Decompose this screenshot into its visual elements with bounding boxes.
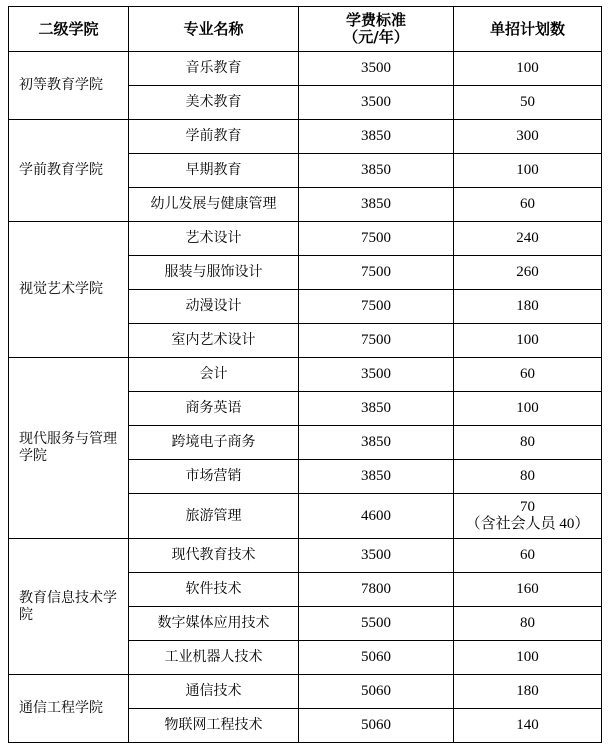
major-cell: 通信技术 [129, 675, 299, 709]
college-cell: 学前教育学院 [9, 120, 129, 222]
major-cell: 艺术设计 [129, 222, 299, 256]
college-cell: 现代服务与管理学院 [9, 358, 129, 539]
fee-cell: 4600 [299, 494, 454, 539]
plan-cell: 260 [454, 256, 602, 290]
plan-cell: 50 [454, 86, 602, 120]
major-cell: 动漫设计 [129, 290, 299, 324]
major-cell: 早期教育 [129, 154, 299, 188]
fee-cell: 5060 [299, 675, 454, 709]
fee-cell: 7500 [299, 324, 454, 358]
fee-cell: 7500 [299, 290, 454, 324]
plan-cell: 140 [454, 709, 602, 743]
fee-cell: 3500 [299, 52, 454, 86]
major-cell: 旅游管理 [129, 494, 299, 539]
plan-cell: 240 [454, 222, 602, 256]
plan-cell: 60 [454, 188, 602, 222]
table-row [9, 358, 602, 392]
plan-cell [454, 494, 602, 539]
fee-cell: 3850 [299, 392, 454, 426]
table-row [9, 222, 602, 256]
header-fee-line2: （元/年） [343, 28, 409, 46]
plan-cell: 60 [454, 539, 602, 573]
plan-cell: 80 [454, 426, 602, 460]
plan-note: （含社会人员 40） [465, 516, 590, 532]
fee-cell: 5060 [299, 641, 454, 675]
major-cell: 现代教育技术 [129, 539, 299, 573]
table-row [9, 120, 602, 154]
fee-cell: 3500 [299, 86, 454, 120]
fee-cell: 3850 [299, 426, 454, 460]
major-cell: 幼儿发展与健康管理 [129, 188, 299, 222]
tuition-plan-table [8, 6, 602, 743]
college-cell: 初等教育学院 [9, 52, 129, 120]
plan-cell: 100 [454, 52, 602, 86]
plan-cell: 180 [454, 290, 602, 324]
fee-cell: 5060 [299, 709, 454, 743]
header-major: 专业名称 [129, 7, 299, 52]
plan-cell: 180 [454, 675, 602, 709]
table-row [9, 675, 602, 709]
header-plan: 单招计划数 [454, 7, 602, 52]
major-cell: 会计 [129, 358, 299, 392]
plan-cell: 100 [454, 154, 602, 188]
table-row [9, 52, 602, 86]
major-cell: 室内艺术设计 [129, 324, 299, 358]
fee-cell: 3500 [299, 358, 454, 392]
plan-cell: 100 [454, 641, 602, 675]
major-cell: 软件技术 [129, 573, 299, 607]
table-row [9, 539, 602, 573]
major-cell: 跨境电子商务 [129, 426, 299, 460]
fee-cell: 7800 [299, 573, 454, 607]
major-cell: 工业机器人技术 [129, 641, 299, 675]
table-header-row [9, 7, 602, 52]
major-cell: 服装与服饰设计 [129, 256, 299, 290]
major-cell: 数字媒体应用技术 [129, 607, 299, 641]
major-cell: 商务英语 [129, 392, 299, 426]
plan-cell: 60 [454, 358, 602, 392]
fee-cell: 7500 [299, 256, 454, 290]
plan-cell: 100 [454, 392, 602, 426]
plan-value: 70 [520, 499, 535, 515]
plan-cell: 100 [454, 324, 602, 358]
header-fee-line1: 学费标准 [345, 11, 406, 29]
fee-cell: 3850 [299, 120, 454, 154]
header-fee [299, 7, 454, 52]
major-cell: 市场营销 [129, 460, 299, 494]
major-cell: 音乐教育 [129, 52, 299, 86]
fee-cell: 3850 [299, 188, 454, 222]
major-cell: 学前教育 [129, 120, 299, 154]
college-cell: 视觉艺术学院 [9, 222, 129, 358]
fee-cell: 3850 [299, 460, 454, 494]
plan-cell: 80 [454, 460, 602, 494]
major-cell: 美术教育 [129, 86, 299, 120]
college-cell: 通信工程学院 [9, 675, 129, 743]
plan-cell: 160 [454, 573, 602, 607]
fee-cell: 3850 [299, 154, 454, 188]
major-cell: 物联网工程技术 [129, 709, 299, 743]
plan-cell: 80 [454, 607, 602, 641]
fee-cell: 7500 [299, 222, 454, 256]
plan-cell: 300 [454, 120, 602, 154]
fee-cell: 3500 [299, 539, 454, 573]
college-cell: 教育信息技术学院 [9, 539, 129, 675]
fee-cell: 5500 [299, 607, 454, 641]
header-college: 二级学院 [9, 7, 129, 52]
